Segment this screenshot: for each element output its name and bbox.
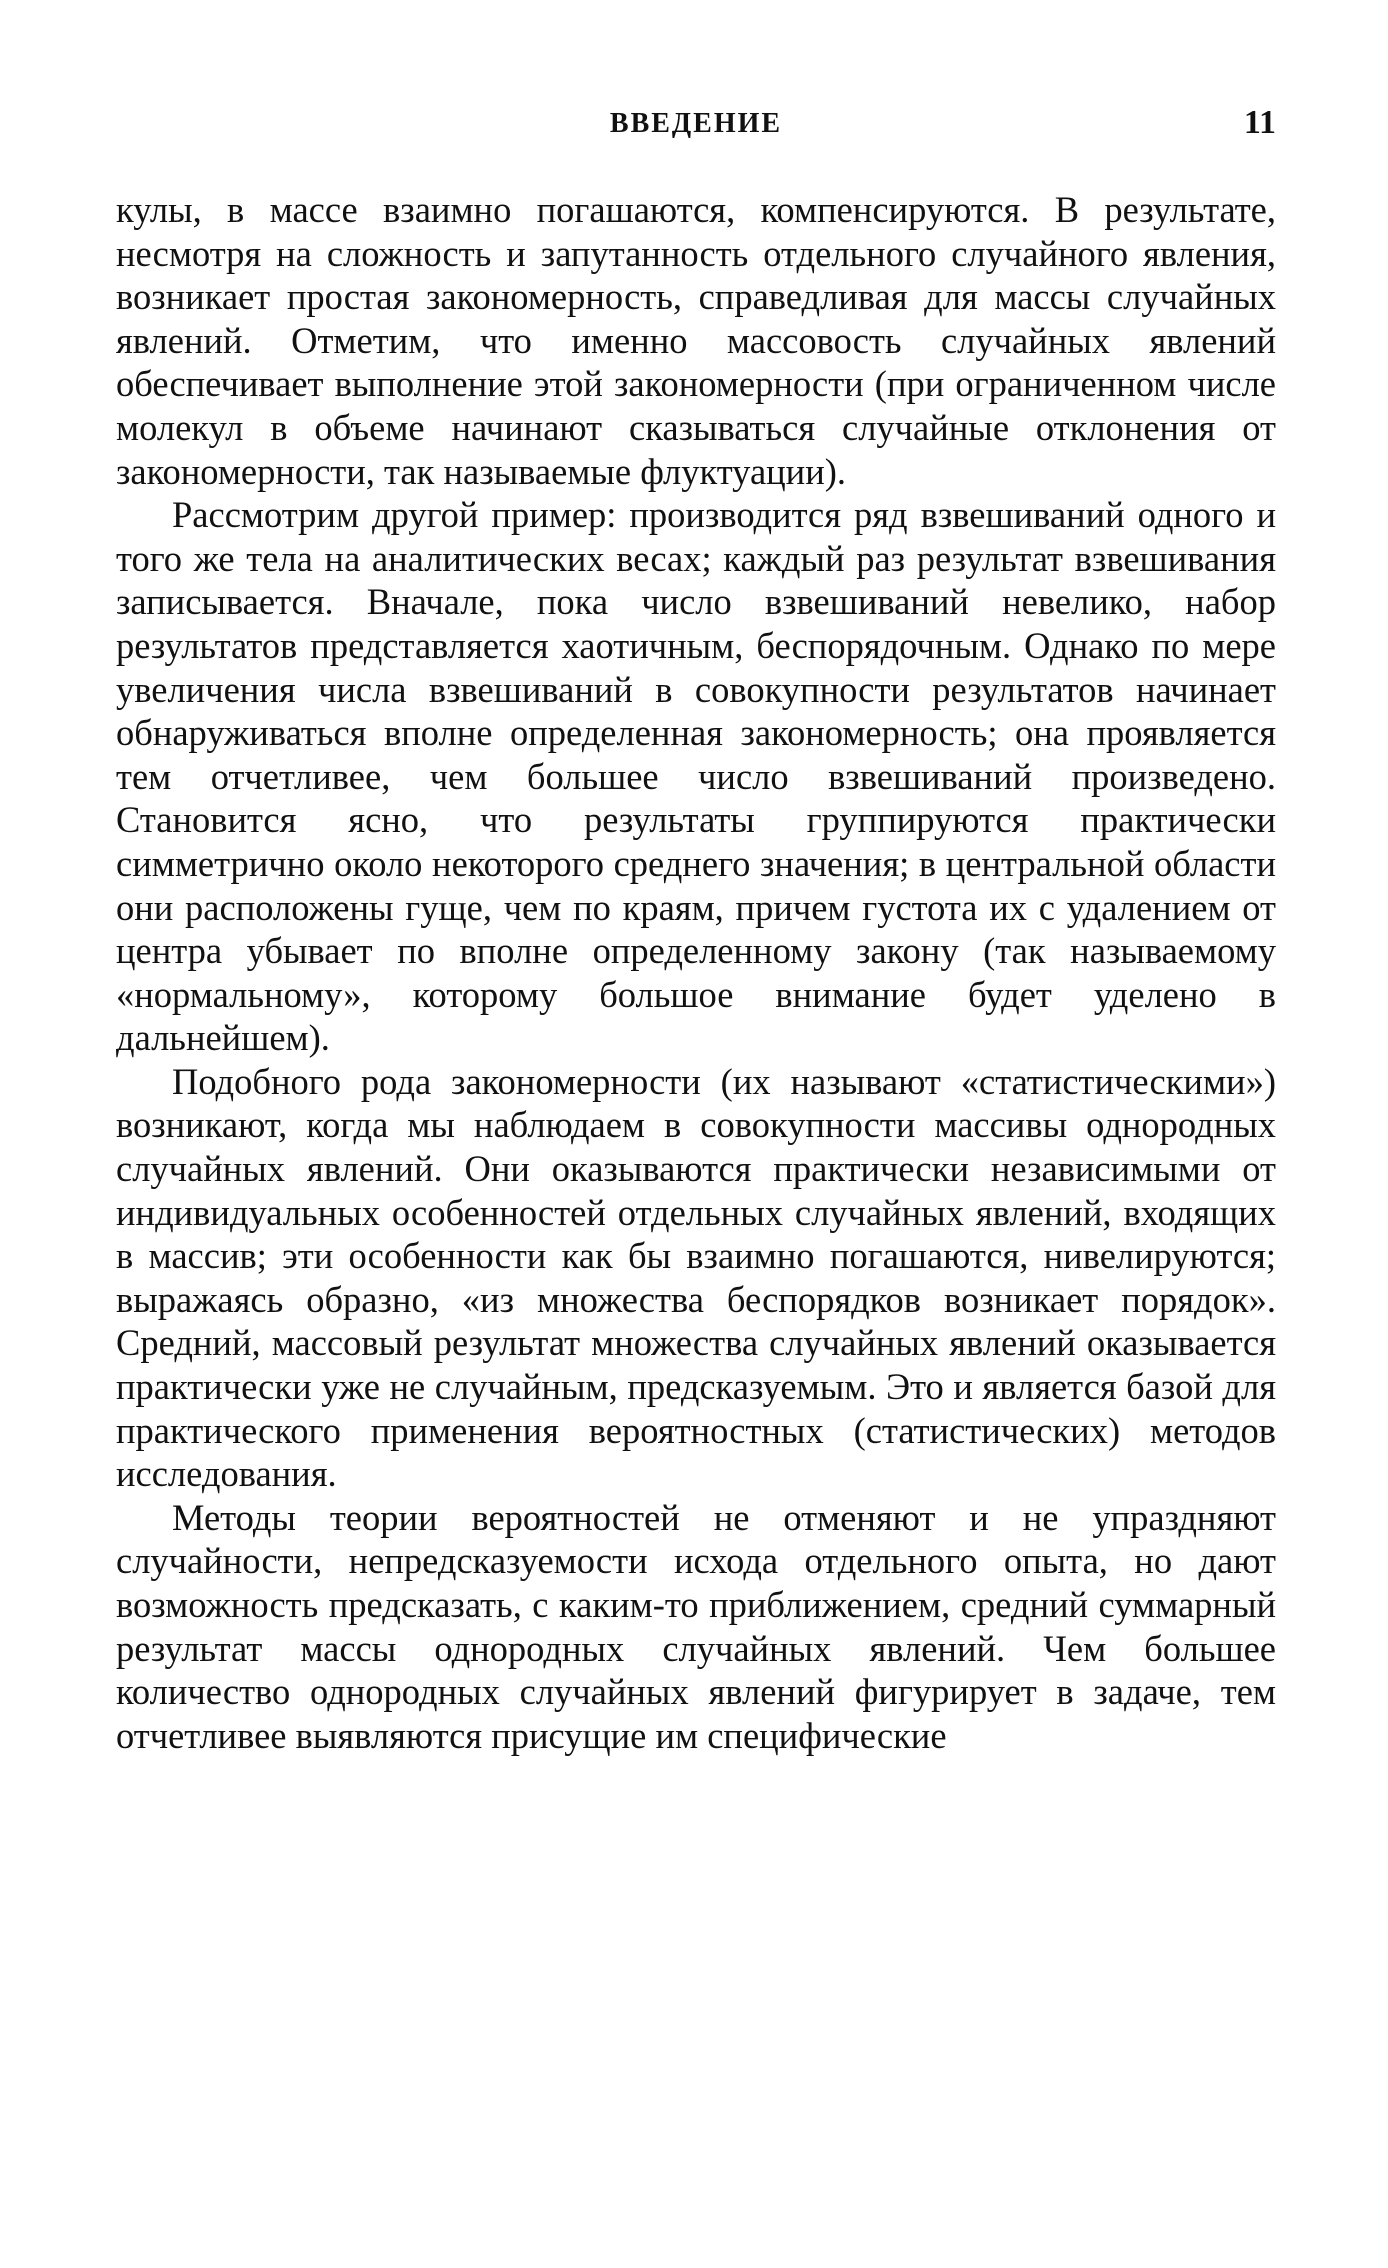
paragraph-continuation: кулы, в массе взаимно погашаются, компенсируются. В результате, несмотря на сложность и запутанность отдельного случайного явления, возникает простая закономерность, справедливая для массы случайных явлений. Отметим, что именно массовость случайных явлений обеспечивает выполнение этой закономерности (при ограниченном числе молекул в объеме начинают сказываться случайные отклонения от закономерности, так называемые флуктуации).: [116, 189, 1276, 492]
paragraph: Рассмотрим другой пример: производится ряд взвешиваний одного и того же тела на аналитических весах; каждый раз результат взвешивания записывается. Вначале, пока число взвешиваний невелико, набор результатов представляется хаотичным, беспорядочным. Однако по мере увеличения числа взвешиваний в совокупности результатов начинает обнаруживаться вполне определенная закономерность; она проявляется тем отчетливее, чем большее число взвешиваний произведено. Становится ясно, что результаты группируются практически симметрично около некоторого среднего значения; в центральной области они расположены гуще, чем по краям, причем густота их с удалением от центра убывает по вполне определенному закону (так называемому «нормальному», которому большое внимание будет уделено в дальнейшем).: [116, 494, 1276, 1059]
paragraph: Подобного рода закономерности (их называют «статистическими») возникают, когда мы наблюдаем в совокупности массивы однородных случайных явлений. Они оказываются практически независимыми от индивидуальных особенностей отдельных случайных явлений, входящих в массив; эти особенности как бы взаимно погашаются, нивелируются; выражаясь образно, «из множества беспорядков возникает порядок». Средний, массовый результат множества случайных явлений оказывается практически уже не случайным, предсказуемым. Это и является базой для практического применения вероятностных (статистических) методов исследования.: [116, 1060, 1276, 1495]
chapter-title: ВВЕДЕНИЕ: [609, 108, 783, 139]
paragraph: Методы теории вероятностей не отменяют и не упраздняют случайности, непредсказуемости исхода отдельного опыта, но дают возможность предсказать, с каким-то приближением, средний суммарный результат массы однородных случайных явлений. Чем большее количество однородных случайных явлений фигурирует в задаче, тем отчетливее выявляются присущие им специфические: [116, 1496, 1276, 1756]
body-text: [116, 188, 1276, 1757]
page-number: 11: [1243, 104, 1276, 141]
running-header: [116, 96, 1276, 156]
book-page: [116, 96, 1276, 1757]
